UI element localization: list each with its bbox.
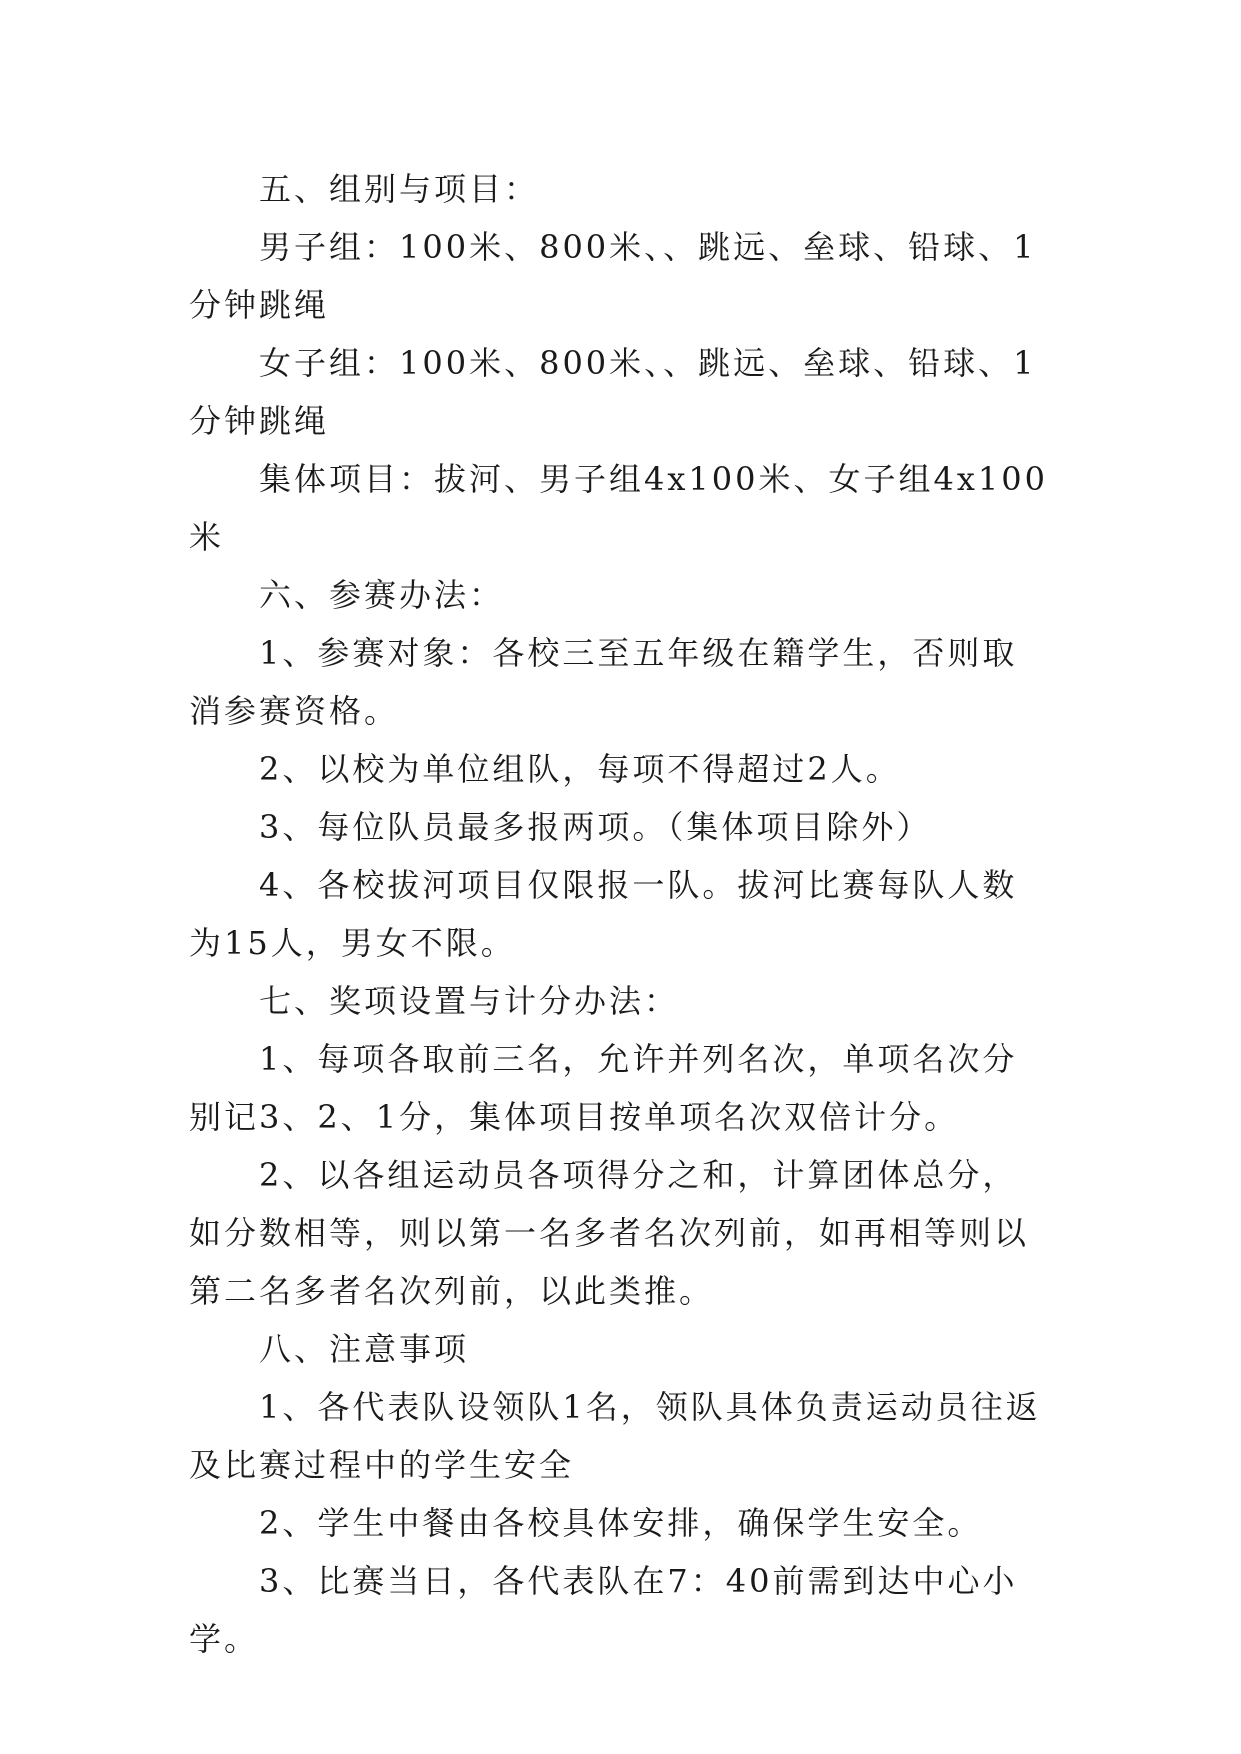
paragraph-team-leader: 1、各代表队设领队1名，领队具体负责运动员往返及比赛过程中的学生安全	[189, 1388, 1041, 1484]
paragraph-arrival: 3、比赛当日，各代表队在7：40前需到达中心小学。	[189, 1562, 1018, 1658]
paragraph-team-events: 集体项目：拔河、男子组4x100米、女子组4x100米	[189, 460, 1048, 556]
paragraph-tug-of-war: 4、各校拔河项目仅限报一队。拔河比赛每队人数为15人，男女不限。	[189, 866, 1018, 962]
document-page	[189, 160, 1049, 1668]
paragraph-men-group: 男子组：100米、800米、、跳远、垒球、铅球、1分钟跳绳	[189, 228, 1037, 324]
section-heading-participation: 六、参赛办法：	[259, 576, 505, 614]
paragraph-lunch: 2、学生中餐由各校具体安排，确保学生安全。	[259, 1504, 983, 1542]
paragraph-scoring: 1、每项各取前三名，允许并列名次，单项名次分别记3、2、1分，集体项目按单项名次双倍计分。	[189, 1040, 1018, 1136]
paragraph-women-group: 女子组：100米、800米、、跳远、垒球、铅球、1分钟跳绳	[189, 344, 1037, 440]
paragraph-team-total: 2、以各组运动员各项得分之和，计算团体总分，如分数相等，则以第一名多者名次列前，如再相等则以第二名多者名次列前，以此类推。	[189, 1156, 1030, 1310]
section-heading-notes: 八、注意事项	[259, 1330, 470, 1368]
section-heading-groups: 五、组别与项目：	[259, 170, 540, 208]
paragraph-team-formation: 2、以校为单位组队，每项不得超过2人。	[259, 750, 901, 788]
paragraph-event-limit: 3、每位队员最多报两项。（集体项目除外）	[259, 808, 932, 846]
section-heading-awards: 七、奖项设置与计分办法：	[259, 982, 680, 1020]
paragraph-participants: 1、参赛对象：各校三至五年级在籍学生，否则取消参赛资格。	[189, 634, 1018, 730]
